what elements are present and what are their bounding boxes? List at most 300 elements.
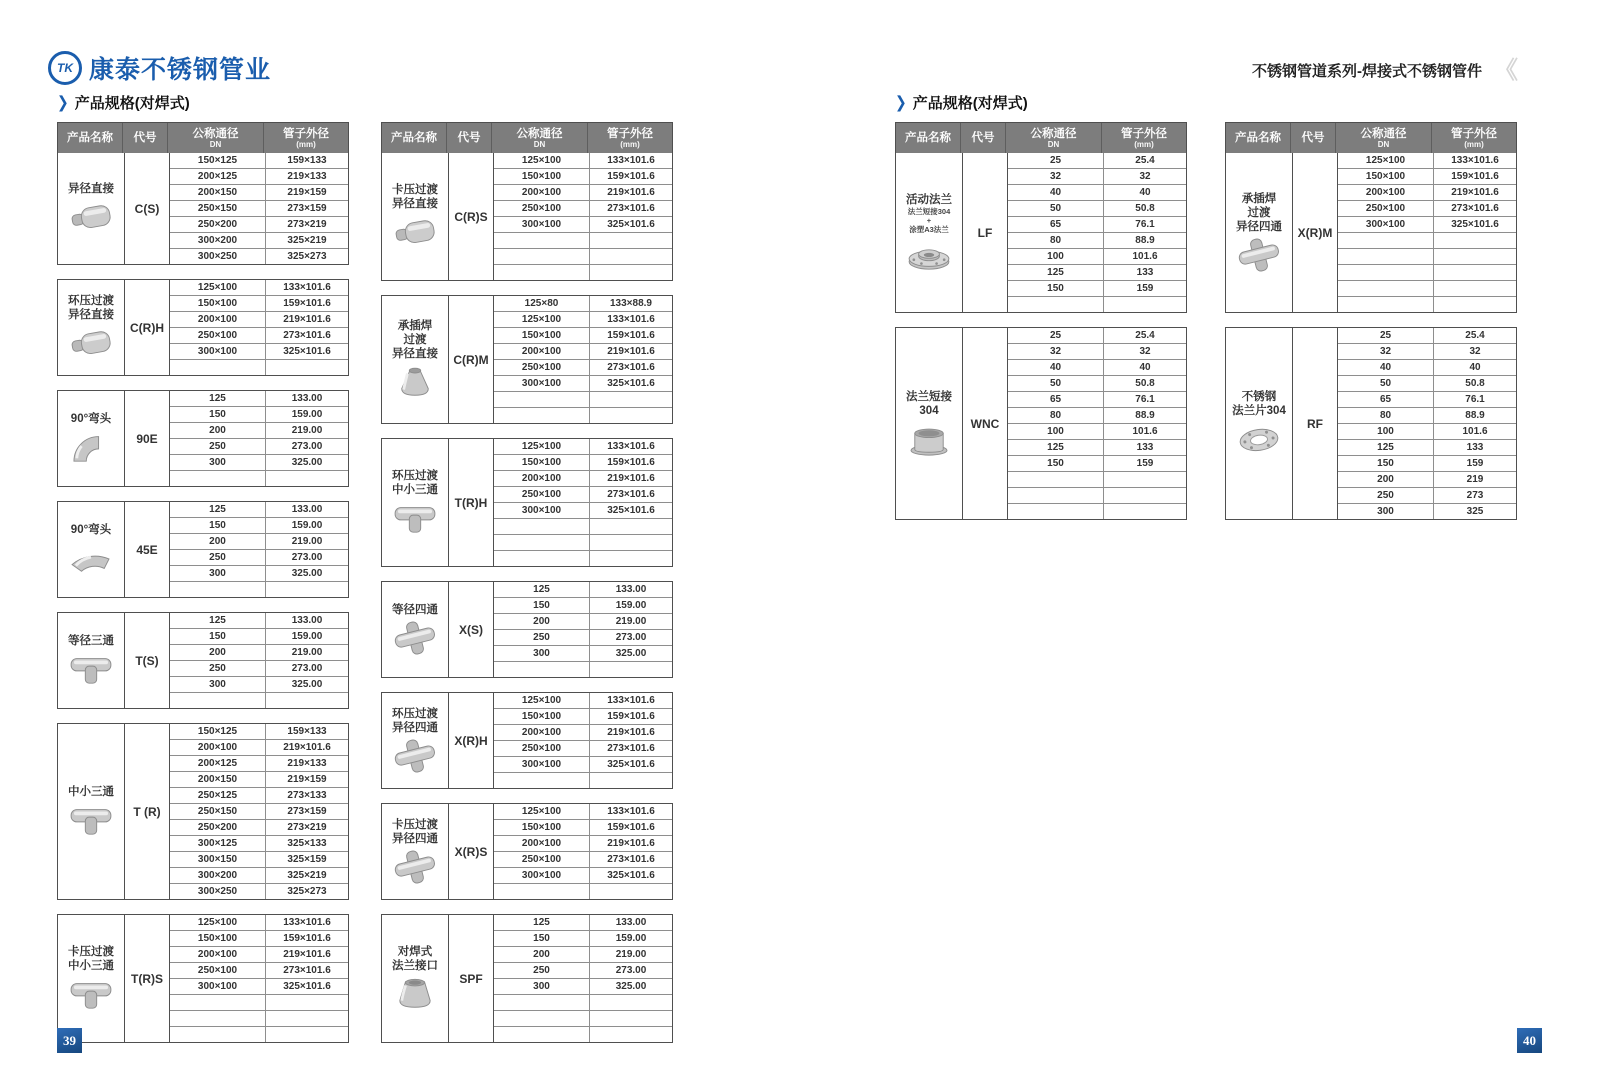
table-body [58, 153, 348, 264]
spec-rows [170, 280, 348, 375]
table-row [494, 962, 672, 978]
dn-cell: 125 [1338, 440, 1434, 455]
od-cell: 88.9 [1135, 235, 1155, 246]
od-cell: 50.8 [1135, 203, 1155, 214]
product-name: 环压过渡 [392, 708, 438, 720]
od-cell: 133×101.6 [607, 695, 655, 706]
od-cell [590, 519, 672, 534]
spec-table [381, 803, 673, 900]
table-row [170, 819, 348, 835]
od-cell: 219×101.6 [283, 949, 331, 960]
od-cell: 159.00 [291, 409, 323, 420]
od-cell: 101.6 [1462, 426, 1488, 437]
dn-cell: 200×100 [494, 471, 590, 486]
dn-cell: 300×100 [494, 868, 590, 883]
dn-cell [1338, 281, 1434, 296]
table-row [170, 787, 348, 803]
product-subtitle: 法兰短接304 [907, 206, 951, 216]
table-row [494, 264, 672, 280]
header-od-sublabel: (mm) [1134, 139, 1154, 149]
od-cell: 273×101.6 [1451, 203, 1499, 214]
table-row [1008, 153, 1186, 168]
od-cell: 273×101.6 [607, 203, 655, 214]
od-cell [590, 408, 672, 423]
spec-rows [494, 804, 672, 899]
product-name: 法兰接口 [392, 960, 438, 972]
dn-cell: 25 [1338, 328, 1434, 343]
dn-cell: 25 [1008, 153, 1104, 168]
dn-cell: 150×100 [1338, 169, 1434, 184]
od-cell: 219×159 [287, 774, 327, 785]
table-row [170, 311, 348, 327]
dn-cell: 200 [170, 645, 266, 660]
product-code: C(R)S [449, 153, 494, 280]
header-od-label: 管子外径 [607, 127, 653, 140]
dn-cell: 200×100 [494, 725, 590, 740]
dn-cell [494, 408, 590, 423]
product-subtitle: 涂塑A3法兰 [909, 224, 949, 234]
od-cell: 159×101.6 [283, 298, 331, 309]
dn-cell: 200×100 [494, 836, 590, 851]
table-row [1338, 232, 1516, 248]
product-code: C(R)H [125, 280, 170, 375]
spec-table [895, 122, 1187, 313]
header-code [123, 123, 168, 153]
od-cell: 88.9 [1465, 410, 1485, 421]
dn-cell: 150 [170, 518, 266, 533]
table-row [170, 660, 348, 676]
header-od [1432, 123, 1516, 153]
dn-cell: 50 [1008, 376, 1104, 391]
dn-cell [1338, 265, 1434, 280]
table-row [1338, 359, 1516, 375]
dn-cell: 250×100 [494, 201, 590, 216]
od-cell: 219×101.6 [283, 742, 331, 753]
product-cell [382, 582, 449, 677]
dn-cell: 300 [1338, 504, 1434, 519]
table-row [494, 248, 672, 264]
dn-cell [494, 884, 590, 899]
table-row [494, 661, 672, 677]
dn-cell [1008, 488, 1104, 503]
od-cell: 159.00 [615, 600, 647, 611]
header-code-label: 代号 [1301, 132, 1325, 144]
table-row [1338, 248, 1516, 264]
table-row [170, 803, 348, 819]
dn-cell: 150 [1338, 456, 1434, 471]
table-row [170, 628, 348, 644]
od-cell: 219.00 [615, 616, 647, 627]
od-cell: 133×101.6 [607, 441, 655, 452]
table-row [494, 168, 672, 184]
table-row [494, 327, 672, 343]
table-column-4 [1225, 122, 1517, 520]
table-row [1338, 487, 1516, 503]
table-row [1008, 232, 1186, 248]
table-row [170, 1026, 348, 1042]
dn-cell: 32 [1338, 344, 1434, 359]
od-cell: 219.00 [291, 425, 323, 436]
table-row [170, 978, 348, 994]
od-cell: 219×101.6 [607, 346, 655, 357]
table-row [1008, 328, 1186, 343]
dn-cell: 25 [1008, 328, 1104, 343]
table-row [494, 216, 672, 232]
table-row [494, 867, 672, 883]
dn-cell: 300×125 [170, 836, 266, 851]
od-cell: 50.8 [1465, 378, 1485, 389]
od-cell: 219 [1466, 474, 1484, 485]
elbow45-photo [68, 540, 114, 576]
od-cell: 273×133 [287, 790, 327, 801]
table-row [494, 343, 672, 359]
table-row [170, 771, 348, 787]
table-body [896, 328, 1186, 519]
dn-cell: 200×100 [170, 947, 266, 962]
table-row [1338, 168, 1516, 184]
product-cell [1226, 328, 1293, 519]
od-cell: 325×101.6 [607, 870, 655, 881]
od-cell: 133×88.9 [610, 298, 652, 309]
table-row [170, 454, 348, 470]
od-cell: 219×159 [287, 187, 327, 198]
dn-cell: 200 [170, 423, 266, 438]
od-cell: 159 [1136, 458, 1154, 469]
dn-cell: 100 [1008, 424, 1104, 439]
table-row [494, 407, 672, 423]
od-cell: 273.00 [291, 663, 323, 674]
od-cell [590, 662, 672, 677]
dn-cell [494, 392, 590, 407]
dn-cell: 40 [1008, 360, 1104, 375]
od-cell [590, 551, 672, 566]
product-cell [58, 724, 125, 899]
dn-cell [1338, 249, 1434, 264]
dn-cell: 150 [170, 407, 266, 422]
header-od-sublabel: (mm) [1464, 139, 1484, 149]
dn-cell: 80 [1338, 408, 1434, 423]
header-dn-label: 公称通径 [1030, 127, 1077, 140]
header-dn [1336, 123, 1432, 153]
od-cell: 219×133 [287, 171, 327, 182]
od-cell: 76.1 [1135, 394, 1155, 405]
table-row [494, 1026, 672, 1042]
od-cell: 32 [1469, 346, 1481, 357]
od-cell: 40 [1139, 362, 1151, 373]
table-row [1008, 423, 1186, 439]
section-title-right [895, 92, 1028, 113]
table-row [494, 454, 672, 470]
od-cell: 325.00 [615, 981, 647, 992]
table-row [1338, 200, 1516, 216]
od-cell: 325 [1466, 506, 1484, 517]
dn-cell: 65 [1008, 217, 1104, 232]
product-name: 承插焊 [397, 320, 433, 332]
product-name: 法兰短接 [906, 391, 952, 403]
table-header-row [896, 123, 1186, 153]
od-cell: 159×101.6 [607, 330, 655, 341]
dn-cell: 125×100 [170, 915, 266, 930]
od-cell: 219×101.6 [607, 187, 655, 198]
dn-cell [1008, 472, 1104, 487]
product-name: 承插焊 [1241, 193, 1277, 205]
header-dn-sublabel: DN [1047, 139, 1060, 149]
od-cell [1104, 297, 1186, 312]
table-body [382, 693, 672, 788]
table-body [1226, 328, 1516, 519]
page-number-right: 40 [1517, 1028, 1542, 1053]
product-cell [58, 502, 125, 597]
table-row [494, 391, 672, 407]
dn-cell: 125×80 [494, 296, 590, 311]
table-row [170, 581, 348, 597]
table-row [170, 184, 348, 200]
dn-cell: 250 [170, 550, 266, 565]
od-cell [590, 773, 672, 788]
table-row [494, 184, 672, 200]
table-row [170, 280, 348, 295]
table-row [494, 311, 672, 327]
od-cell: 325×101.6 [607, 759, 655, 770]
product-code: LF [963, 153, 1008, 312]
spec-rows [170, 502, 348, 597]
od-cell: 76.1 [1135, 219, 1155, 230]
dn-cell: 150×100 [494, 709, 590, 724]
flange-photo [906, 237, 952, 273]
product-name: 异径直接 [392, 348, 438, 360]
elbow90-photo [68, 429, 114, 465]
table-row [1338, 280, 1516, 296]
dn-cell [170, 471, 266, 486]
product-cell [382, 915, 449, 1042]
od-cell: 133×101.6 [607, 314, 655, 325]
table-row [170, 962, 348, 978]
table-body [382, 915, 672, 1042]
spec-rows [494, 296, 672, 423]
dn-cell: 250×200 [170, 217, 266, 232]
ring-photo [1236, 421, 1282, 457]
product-code: WNC [963, 328, 1008, 519]
table-body [382, 153, 672, 280]
spec-rows [1008, 153, 1186, 312]
product-cell [382, 804, 449, 899]
od-cell: 273×101.6 [607, 362, 655, 373]
dn-cell [494, 1027, 590, 1042]
table-row [170, 295, 348, 311]
table-row [170, 739, 348, 755]
product-cell [896, 328, 963, 519]
product-code: 45E [125, 502, 170, 597]
table-row [1008, 184, 1186, 200]
od-cell: 40 [1469, 362, 1481, 373]
product-name: 过渡 [403, 334, 427, 346]
dn-cell: 250×100 [1338, 201, 1434, 216]
dn-cell: 250 [494, 963, 590, 978]
table-row [1338, 343, 1516, 359]
od-cell: 159×101.6 [283, 933, 331, 944]
od-cell: 273×101.6 [607, 743, 655, 754]
header-product [58, 123, 123, 153]
table-row [494, 629, 672, 645]
table-row [494, 915, 672, 930]
od-cell: 325×101.6 [607, 378, 655, 389]
header-product-label: 产品名称 [905, 132, 951, 144]
table-row [1338, 216, 1516, 232]
dn-cell: 250×100 [170, 963, 266, 978]
table-row [494, 835, 672, 851]
dn-cell: 200 [494, 614, 590, 629]
od-cell: 133.00 [615, 584, 647, 595]
table-row [494, 597, 672, 613]
od-cell: 325.00 [291, 457, 323, 468]
table-row [1008, 391, 1186, 407]
od-cell: 159.00 [291, 631, 323, 642]
header-dn-label: 公称通径 [516, 127, 563, 140]
dn-cell: 300×100 [170, 979, 266, 994]
product-name: 等径四通 [392, 604, 438, 616]
product-cell [1226, 153, 1293, 312]
cross-photo [392, 620, 438, 656]
dn-cell: 200×100 [170, 740, 266, 755]
od-cell: 325×133 [287, 838, 327, 849]
od-cell: 219.00 [615, 949, 647, 960]
table-row [494, 740, 672, 756]
od-cell: 219×101.6 [607, 727, 655, 738]
table-row [170, 391, 348, 406]
dn-cell: 125×100 [494, 693, 590, 708]
spec-table [381, 295, 673, 424]
table-row [494, 804, 672, 819]
product-code: T(R)S [125, 915, 170, 1042]
table-row [1338, 407, 1516, 423]
dn-cell: 40 [1338, 360, 1434, 375]
table-row [494, 502, 672, 518]
od-cell: 32 [1139, 346, 1151, 357]
table-row [494, 819, 672, 835]
table-row [1338, 296, 1516, 312]
product-name: 卡压过渡 [68, 946, 114, 958]
table-row [494, 375, 672, 391]
table-row [1008, 487, 1186, 503]
spec-rows [170, 915, 348, 1042]
header-od-label: 管子外径 [1451, 127, 1497, 140]
od-cell: 159.00 [615, 933, 647, 944]
od-cell: 159×101.6 [607, 171, 655, 182]
od-cell: 76.1 [1465, 394, 1485, 405]
brand-logo-icon [48, 51, 82, 85]
product-name: 中小三通 [68, 960, 114, 972]
dn-cell [494, 519, 590, 534]
dn-cell [494, 773, 590, 788]
dn-cell [170, 693, 266, 708]
table-row [1338, 184, 1516, 200]
header-product-label: 产品名称 [391, 132, 437, 144]
header-code-label: 代号 [457, 132, 481, 144]
od-cell [590, 535, 672, 550]
table-column-1 [57, 122, 349, 1043]
od-cell: 273.00 [291, 552, 323, 563]
dn-cell: 40 [1008, 185, 1104, 200]
header-dn-sublabel: DN [209, 139, 222, 149]
od-cell [266, 693, 348, 708]
table-row [494, 851, 672, 867]
table-body [382, 804, 672, 899]
dn-cell: 200×100 [494, 185, 590, 200]
od-cell: 325×219 [287, 870, 327, 881]
dn-cell: 250×100 [494, 487, 590, 502]
od-cell: 133.00 [291, 615, 323, 626]
table-row [494, 645, 672, 661]
table-body [896, 153, 1186, 312]
table-row [1338, 503, 1516, 519]
table-row [170, 613, 348, 628]
header-code [447, 123, 492, 153]
dn-cell: 150×125 [170, 153, 266, 168]
table-row [494, 582, 672, 597]
od-cell: 273.00 [615, 632, 647, 643]
spec-rows [170, 613, 348, 708]
od-cell: 273.00 [615, 965, 647, 976]
od-cell: 273×101.6 [283, 330, 331, 341]
spec-table [381, 692, 673, 789]
dn-cell: 150×100 [494, 328, 590, 343]
table-body [58, 613, 348, 708]
od-cell: 133 [1466, 442, 1484, 453]
table-row [1338, 391, 1516, 407]
dn-cell: 250 [1338, 488, 1434, 503]
product-code: T(R)H [449, 439, 494, 566]
od-cell [266, 471, 348, 486]
od-cell: 219.00 [291, 647, 323, 658]
product-code: X(R)M [1293, 153, 1338, 312]
dn-cell [1008, 297, 1104, 312]
dn-cell: 32 [1008, 344, 1104, 359]
dn-cell: 80 [1008, 408, 1104, 423]
product-cell [382, 153, 449, 280]
dn-cell: 200×100 [170, 312, 266, 327]
table-column-2 [381, 122, 673, 1043]
header-product [896, 123, 961, 153]
od-cell: 40 [1139, 187, 1151, 198]
table-row [170, 248, 348, 264]
dn-cell: 300 [494, 646, 590, 661]
product-name: 环压过渡 [68, 295, 114, 307]
product-code: SPF [449, 915, 494, 1042]
od-cell: 133×101.6 [1451, 155, 1499, 166]
product-name: 环压过渡 [392, 470, 438, 482]
spec-table [381, 914, 673, 1043]
dn-cell: 200×150 [170, 772, 266, 787]
table-row [170, 406, 348, 422]
product-code: 90E [125, 391, 170, 486]
dn-cell [494, 265, 590, 280]
product-name: 不锈钢 [1241, 391, 1277, 403]
table-body [382, 582, 672, 677]
spec-rows [494, 693, 672, 788]
table-row [1008, 375, 1186, 391]
dn-cell: 150 [494, 931, 590, 946]
dn-cell: 100 [1338, 424, 1434, 439]
od-cell: 325×219 [287, 235, 327, 246]
spec-table [381, 581, 673, 678]
table-header-row [1226, 123, 1516, 153]
dn-cell: 150×100 [494, 169, 590, 184]
dn-cell: 150×100 [170, 931, 266, 946]
table-body [1226, 153, 1516, 312]
table-row [1008, 455, 1186, 471]
table-row [494, 518, 672, 534]
table-row [170, 1010, 348, 1026]
